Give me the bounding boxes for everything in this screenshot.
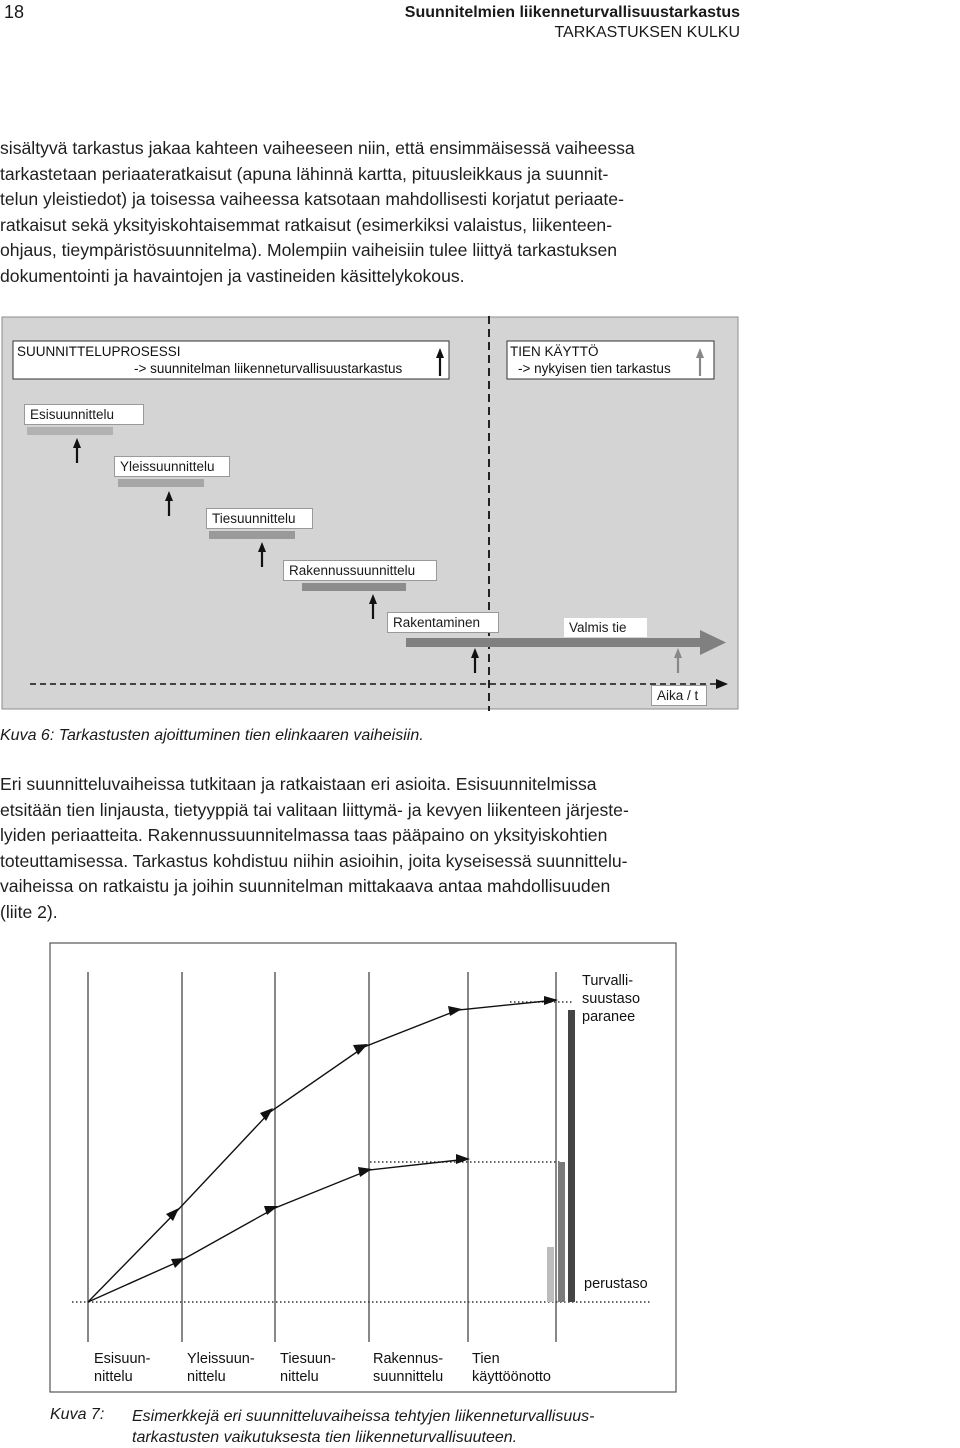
text-line: ohjaus, tieympäristösuunnitelma). Molempiin vaiheisiin tulee liittyä tarkastuksen [0,240,618,261]
top-level-label [582,972,640,1026]
text-line: sisältyvä tarkastus jakaa kahteen vaiheeseen niin, että ensimmäisessä vaiheessa [0,138,635,158]
text-line: tarkastetaan periaateratkaisut (apuna lähinnä kartta, pituusleikkaus ja suunnit- [0,163,609,184]
figure-7 [48,942,678,1394]
safety-bar-light [547,1247,554,1302]
left-box-title: SUUNNITTELUPROSESSI [17,344,181,359]
safety-bar-dark [568,1010,575,1302]
body-paragraph-1 [0,136,745,290]
left-box-subtitle: -> suunnitelman liikenneturvallisuustarkastus [134,361,403,376]
phase-label-rakennussuunnittelu: Rakennussuunnittelu [283,560,437,581]
text-line: telun yleistiedot) ja toisessa vaiheessa katsotaan mahdollisesti korjatut periaate- [0,189,624,210]
text-line: ratkaisut sekä yksityiskohtaisemmat ratkaisut (esimerkiksi valaistus, liikenteen- [0,214,613,235]
running-header-title: Suunnitelmien liikenneturvallisuustarkastus [404,4,740,21]
page-number: 18 [4,2,25,22]
text-line: Esisuun- [94,1351,151,1367]
text-line: dokumentointi ja havaintojen ja vastineiden käsittelykokous. [0,265,465,286]
column-label [373,1350,443,1386]
baseline-label: perustaso [584,1276,648,1292]
safety-bar-medium [558,1162,565,1302]
text-line: Rakennus- [373,1351,444,1367]
text-line: suustaso [582,991,641,1007]
phase-bar-esisuunnittelu [27,427,113,435]
figure-7-caption [132,1406,594,1448]
text-line: käyttöönotto [472,1369,551,1385]
phase-label-yleissuunnittelu: Yleissuunnittelu [114,456,230,477]
body-paragraph-2 [0,772,745,926]
text-line: Turvalli- [582,973,634,989]
text-line: paranee [582,1009,636,1025]
phase-bar-tiesuunnittelu [209,531,295,539]
text-line: Eri suunnitteluvaiheissa tutkitaan ja ratkaistaan eri asioita. Esisuunnitelmissa [0,774,597,794]
text-line: toteuttamisessa. Tarkastus kohdistuu niihin asioihin, joita kyseisessä suunnittelu- [0,850,628,871]
text-line: Tien [472,1351,500,1367]
running-header-subtitle: TARKASTUKSEN KULKU [554,24,740,41]
phase-label-esisuunnittelu: Esisuunnittelu [24,404,144,425]
text-line: lyiden periaatteita. Rakennussuunnitelmassa taas pääpaino on yksityiskohtien [0,825,608,846]
phase-bar-rakennussuunnittelu [302,583,406,591]
text-line: nittelu [280,1369,319,1385]
text-line: etsitään tien linjausta, tietyyppiä tai valitaan liittymä- ja kevyen liikenteen järjeste- [0,799,629,820]
text-line: Esimerkkejä eri suunnitteluvaiheissa tehtyjen liikenneturvallisuus- [132,1408,595,1425]
column-label [94,1350,150,1386]
column-label [280,1350,336,1386]
column-label [472,1350,551,1386]
column-label [187,1350,255,1386]
figure-6-caption: Kuva 6: Tarkastusten ajoittuminen tien elinkaaren vaiheisiin. [0,727,424,744]
figure-6 [0,316,740,711]
figure-7-caption-label: Kuva 7: [50,1406,105,1423]
phase-label-tiesuunnittelu: Tiesuunnittelu [206,508,313,529]
text-line: vaiheissa on ratkaistu ja joihin suunnitelman mittakaava antaa mahdollisuuden [0,876,611,897]
time-axis-label: Aika / t [651,685,707,706]
valmis-tie-label: Valmis tie [564,618,647,637]
text-line: Yleissuun- [187,1351,255,1367]
text-line: Tiesuun- [280,1351,336,1367]
text-line: suunnittelu [373,1369,444,1385]
phase-bar-yleissuunnittelu [118,479,204,487]
phase-bar-rakentaminen [406,638,706,647]
text-line: nittelu [94,1369,133,1385]
right-box-title: TIEN KÄYTTÖ [510,344,599,359]
text-line: (liite 2). [0,901,58,922]
text-line: tarkastusten vaikutuksesta tien liikenneturvallisuuteen. [132,1429,518,1446]
right-box-subtitle: -> nykyisen tien tarkastus [518,361,671,376]
phase-label-rakentaminen: Rakentaminen [387,612,499,633]
text-line: nittelu [187,1369,226,1385]
